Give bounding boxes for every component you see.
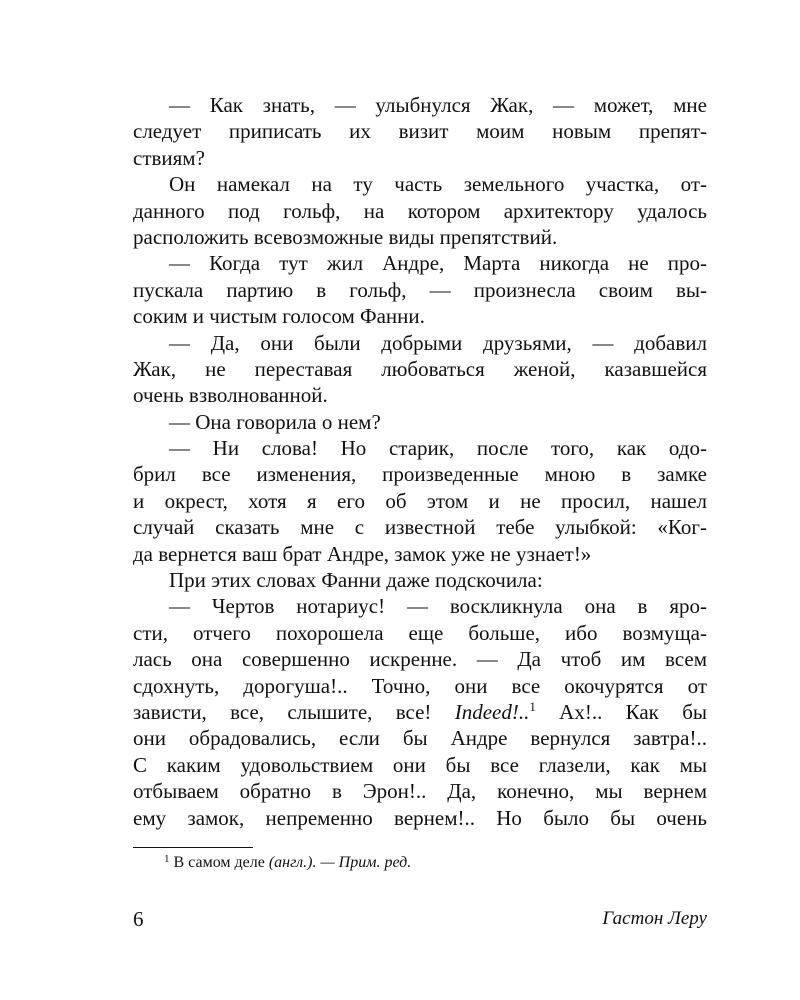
body-line: очень взволнованной.: [133, 383, 328, 408]
footnote-divider: [133, 847, 253, 848]
footnote-reference: 1: [529, 698, 536, 714]
body-line: ему замок, непременно вернем!.. Но было бы очень: [133, 805, 707, 830]
body-line: они обрадовались, если бы Андре вернулся завтра!..: [133, 726, 707, 751]
body-line: и окрест, хотя я его об этом и не просил, нашел: [133, 488, 707, 513]
body-text: [133, 92, 707, 831]
italic-foreign-word: Indeed!..: [454, 699, 530, 724]
body-line-text: Ах!.. Как бы: [559, 699, 707, 724]
body-line: ствиям?: [133, 145, 205, 170]
body-line: сдохнуть, дорогуша!.. Точно, они все окочурятся от: [133, 673, 707, 698]
body-line: [133, 699, 707, 725]
body-line-text: зависти, все, слышите, все!: [133, 699, 432, 724]
body-line: пускала партию в гольф, — произнесла своим вы-: [133, 277, 707, 302]
body-line: С каким удовольствием они бы все глазели, как мы: [133, 752, 707, 777]
footnote: [164, 852, 411, 874]
body-line: Он намекал на ту часть земельного участка, от-: [169, 172, 707, 197]
body-line: отбываем обратно в Эрон!.. Да, конечно, мы вернем: [133, 779, 707, 804]
page-number: 6: [133, 907, 144, 931]
body-line: — Как знать, — улыбнулся Жак, — может, мне: [169, 93, 707, 117]
body-line: следует приписать их визит моим новым препят-: [133, 119, 707, 144]
body-line: Жак, не переставая любоваться женой, казавшейся: [133, 356, 707, 381]
body-line: При этих словах Фанни даже подскочила:: [169, 568, 543, 593]
footnote-text: В самом деле: [173, 854, 265, 871]
body-line: расположить всевозможные виды препятствий.: [133, 224, 558, 249]
body-line: случай сказать мне с известной тебе улыбкой: «Ког-: [133, 515, 707, 540]
body-line: сти, отчего похорошела еще больше, ибо возмуща-: [133, 620, 707, 645]
body-line: — Ни слова! Но старик, после того, как одо-: [169, 436, 707, 461]
body-line: данного под гольф, на котором архитектору удалось: [133, 198, 707, 223]
running-author: Гастон Леру: [602, 908, 707, 929]
footnote-italic-text: (англ.). — Прим. ред.: [268, 854, 412, 871]
body-line: да вернется ваш брат Андре, замок уже не узнает!»: [133, 541, 592, 566]
body-line: — Чертов нотариус! — воскликнула она в яро-: [169, 594, 707, 619]
body-line: брил все изменения, произведенные мною в замке: [133, 462, 707, 487]
body-line: — Когда тут жил Андре, Марта никогда не про-: [169, 251, 707, 276]
footnote-marker: 1: [164, 853, 170, 865]
body-line: — Она говорила о нем?: [169, 409, 381, 434]
body-line: соким и чистым голосом Фанни.: [133, 304, 425, 329]
body-line: — Да, они были добрыми друзьями, — добавил: [169, 330, 707, 355]
body-line: лась она совершенно искренне. — Да чтоб им всем: [133, 647, 707, 672]
